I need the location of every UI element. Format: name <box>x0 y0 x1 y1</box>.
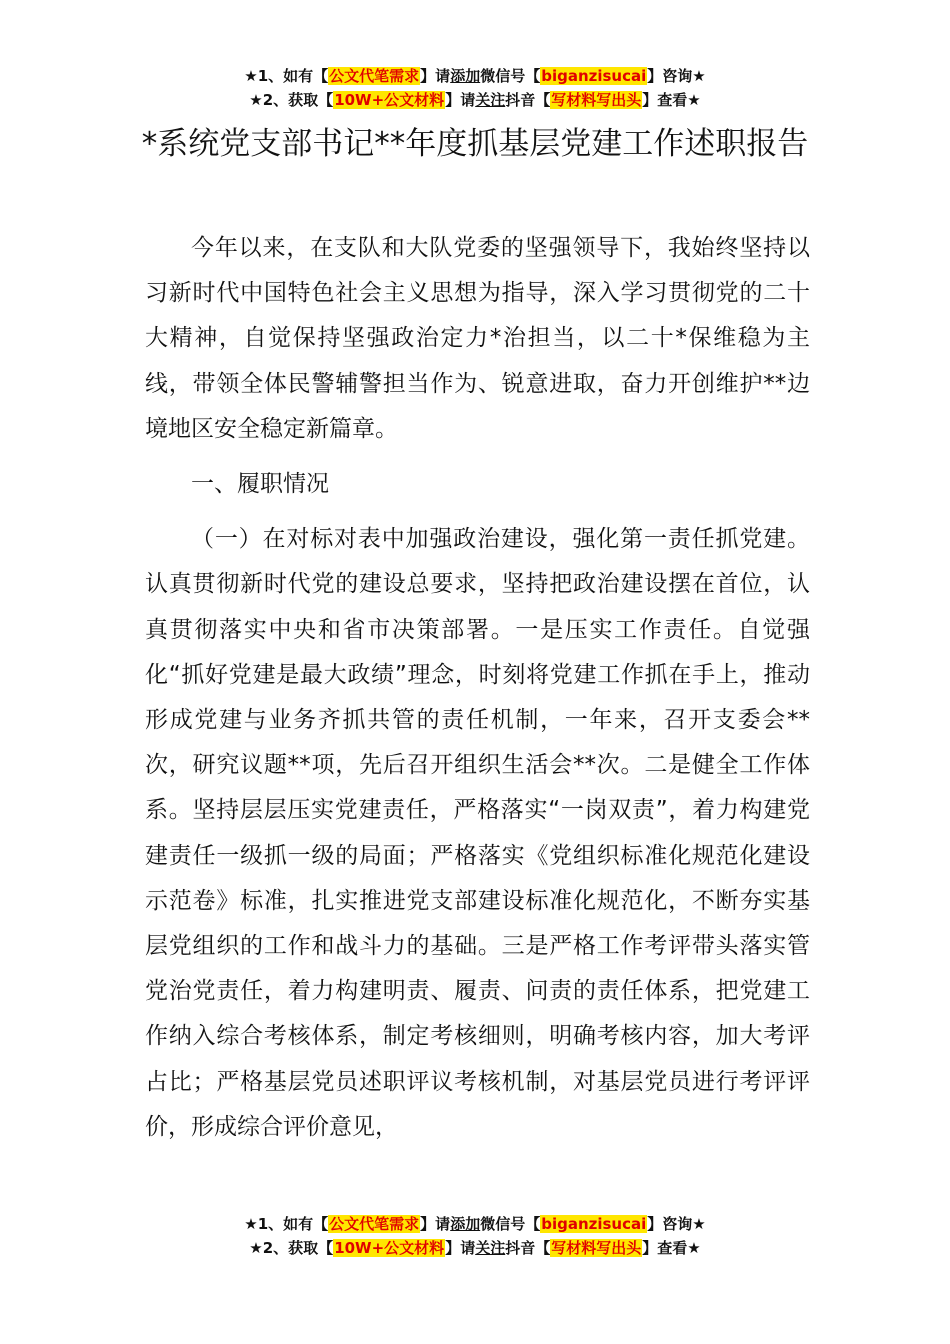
promo-highlight: 公文代笔需求 <box>329 1215 420 1233</box>
promo-highlight: 10W+公文材料 <box>334 91 445 109</box>
document-title: *系统党支部书记**年度抓基层党建工作述职报告 <box>141 126 809 162</box>
paragraph-intro: 今年以来，在支队和大队党委的坚强领导下，我始终坚持以习新时代中国特色社会主义思想为指导，深入学习贯彻党的二十大精神，自觉保持坚强政治定力*治担当，以二十*保维稳为主线，带领全体民警辅警担当作为、锐意进取，奋力开创维护**边境地区安全稳定新篇章。 <box>145 235 810 442</box>
promo-highlight: 写材料写出头 <box>551 1239 642 1257</box>
promo-highlight: 写材料写出头 <box>551 91 642 109</box>
promo-line-2: ★2、获取【10W+公文材料】请关注抖音【写材料写出头】查看★ <box>249 1239 701 1257</box>
promo-line-1: ★1、如有【公文代笔需求】请添加微信号【biganzisucai】咨询★ <box>244 1215 706 1233</box>
header-promo-banner <box>0 64 950 112</box>
footer-promo-banner <box>0 1212 950 1260</box>
promo-highlight: biganzisucai <box>541 1215 647 1233</box>
section-heading: 一、履职情况 <box>191 471 329 498</box>
paragraph-section-1: （一）在对标对表中加强政治建设，强化第一责任抓党建。认真贯彻新时代党的建设总要求，坚持把政治建设摆在首位，认真贯彻落实中央和省市决策部署。一是压实工作责任。自觉强化“抓好党建是最大政绩”理念，时刻将党建工作抓在手上，推动形成党建与业务齐抓共管的责任机制，一年来，召开支委会**次，研究议题**项，先后召开组织生活会**次。二是健全工作体系。坚持层层压实党建责任，严格落实“一岗双责”，着力构建党建责任一级抓一级的局面；严格落实《党组织标准化规范化建设示范卷》标准，扎实推进党支部建设标准化规范化，不断夯实基层党组织的工作和战斗力的基础。三是严格工作考评带头落实管党治党责任，着力构建明责、履责、问责的责任体系，把党建工作纳入综合考核体系，制定考核细则，明确考核内容，加大考评占比；严格基层党员述职评议考核机制，对基层党员进行考评评价，形成综合评价意见， <box>145 526 810 1140</box>
promo-highlight: biganzisucai <box>541 67 647 85</box>
document-body <box>145 226 810 1150</box>
promo-line-1: ★1、如有【公文代笔需求】请添加微信号【biganzisucai】咨询★ <box>244 67 706 85</box>
promo-line-2: ★2、获取【10W+公文材料】请关注抖音【写材料写出头】查看★ <box>249 91 701 109</box>
promo-highlight: 公文代笔需求 <box>329 67 420 85</box>
promo-highlight: 10W+公文材料 <box>334 1239 445 1257</box>
